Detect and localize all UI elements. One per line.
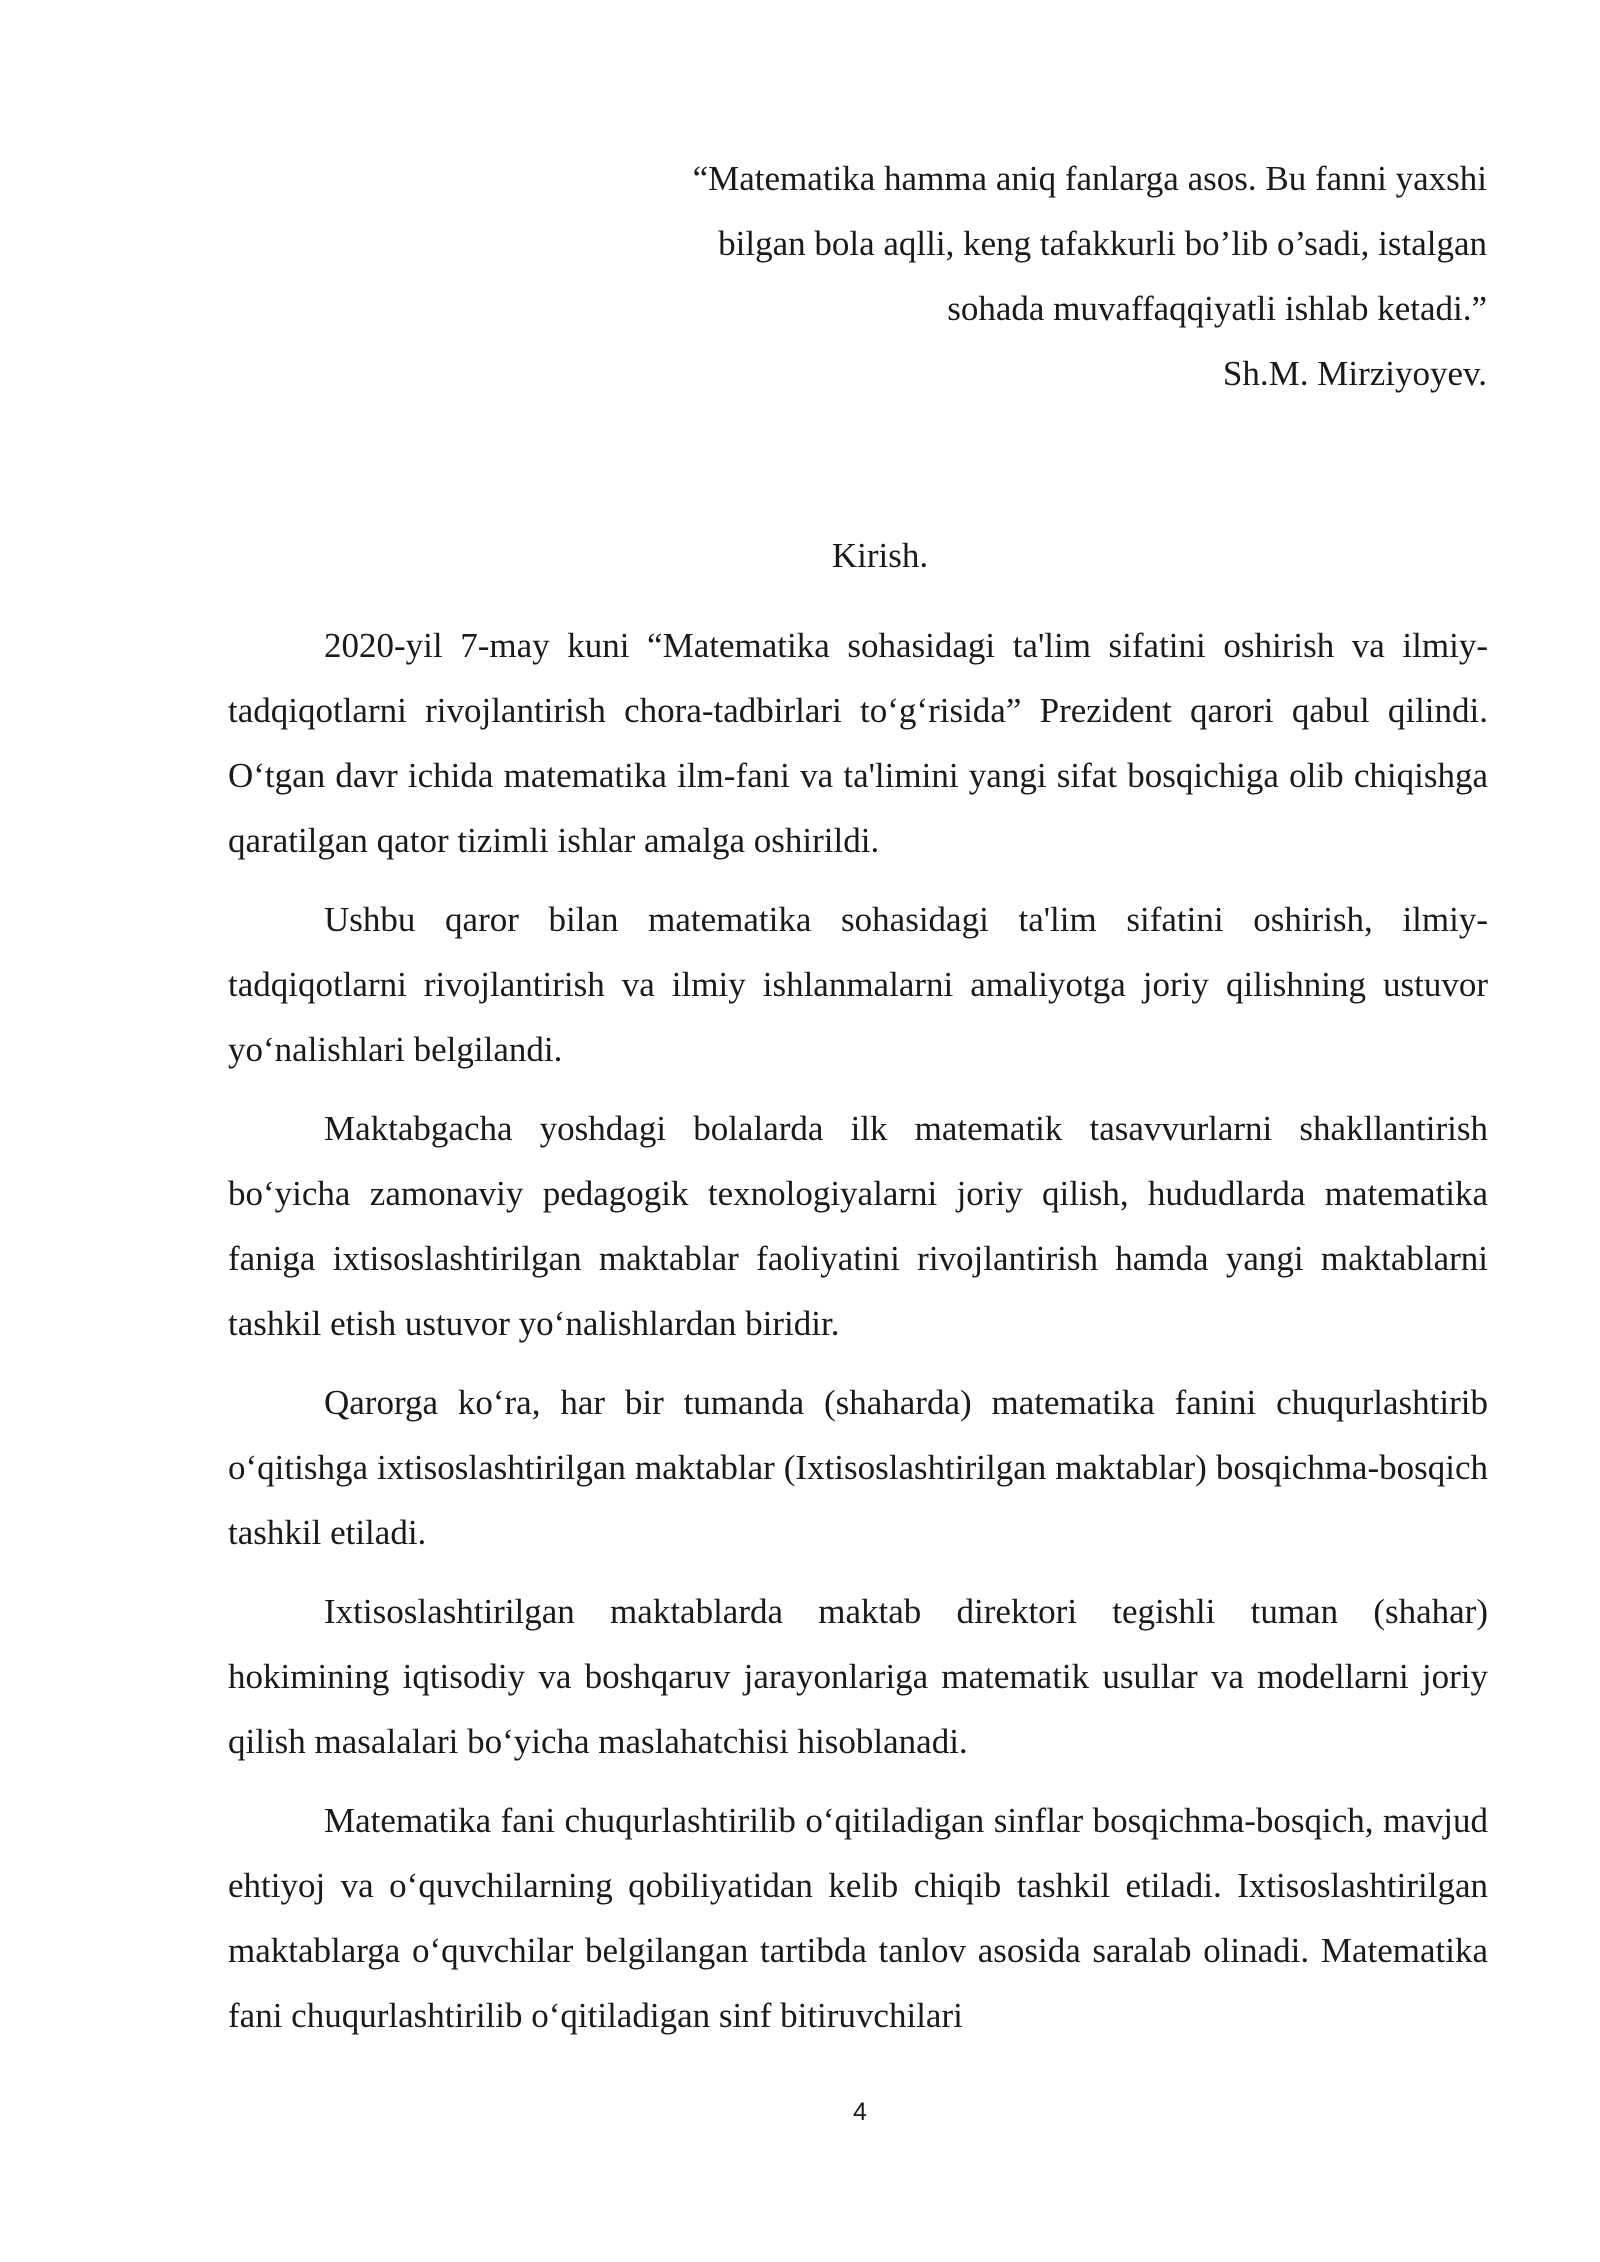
paragraph: Qarorga ko‘ra, har bir tumanda (shaharda) matematika fanini chuqurlashtirib o‘qitishga ixtisoslashtirilgan maktablar (Ixtisoslashtirilgan maktablar) bosqichma-bosqich tashkil etiladi. — [228, 1383, 1488, 1552]
epigraph-line: sohada muvaffaqqiyatli ishlab ketadi.” — [947, 289, 1487, 328]
section-title: Kirish. — [831, 536, 929, 575]
paragraph: Matematika fani chuqurlashtirilib o‘qitiladigan sinflar bosqichma-bosqich, mavjud ehtiyoj va o‘quvchilarning qobiliyatidan kelib chiqib tashkil etiladi. Ixtisoslashtirilgan maktablarga o‘quvchilar belgilangan tartibda tanlov asosida saralab olinadi. Matematika fani chuqurlashtirilib o‘qitiladigan sinf bitiruvchilari — [228, 1801, 1488, 2035]
paragraph: Ushbu qaror bilan matematika sohasidagi ta'lim sifatini oshirish, ilmiy-tadqiqotlarni rivojlantirish va ilmiy ishlanmalarni amaliyotga joriy qilishning ustuvor yo‘nalishlari belgilandi. — [228, 900, 1488, 1069]
epigraph — [587, 146, 1487, 406]
epigraph-line: bilgan bola aqlli, keng tafakkurli bo’lib o’sadi, istalgan — [718, 224, 1487, 263]
paragraph: 2020-yil 7-may kuni “Matematika sohasidagi ta'lim sifatini oshirish va ilmiy-tadqiqotlarni rivojlantirish chora-tadbirlari to‘g‘risida” Prezident qarori qabul qilindi. O‘tgan davr ichida matematika ilm-fani va ta'limini yangi sifat bosqichiga olib chiqishga qaratilgan qator tizimli ishlar amalga oshirildi. — [228, 626, 1488, 860]
page-number: 4 — [853, 2098, 867, 2126]
epigraph-author: Sh.M. Mirziyoyev. — [1222, 354, 1487, 393]
paragraph: Maktabgacha yoshdagi bolalarda ilk matematik tasavvurlarni shakllantirish bo‘yicha zamonaviy pedagogik texnologiyalarni joriy qilish, hududlarda matematika faniga ixtisoslashtirilgan maktablar faoliyatini rivojlantirish hamda yangi maktablarni tashkil etish ustuvor yo‘nalishlardan biridir. — [228, 1109, 1488, 1343]
epigraph-line: “Matematika hamma aniq fanlarga asos. Bu fanni yaxshi — [692, 159, 1487, 198]
paragraph: Ixtisoslashtirilgan maktablarda maktab direktori tegishli tuman (shahar) hokimining iqtisodiy va boshqaruv jarayonlariga matematik usullar va modellarni joriy qilish masalalari bo‘yicha maslahatchisi hisoblanadi. — [228, 1592, 1488, 1761]
body-text — [228, 613, 1488, 2062]
